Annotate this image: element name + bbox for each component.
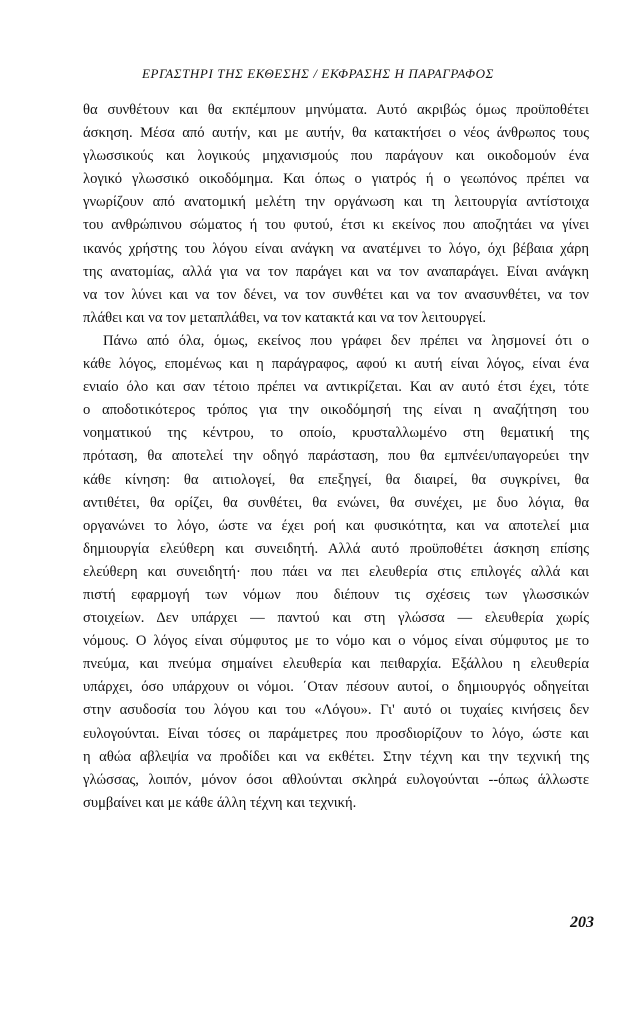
- body-text: [83, 99, 589, 815]
- paragraph-2: [83, 330, 589, 815]
- text-line: κάθε λόγος, επομένως και η παράγραφος, αφού κι αυτή είναι λόγος, είναι ένα: [83, 356, 589, 373]
- text-line: της ανατομίας, αλλά για να τον παράγει και να τον αναπαράγει. Είναι ανάγκη: [83, 263, 589, 280]
- text-line: άσκηση. Μέσα από αυτήν, και με αυτήν, θα κατακτήσει ο νέος άνθρωπος τους: [83, 125, 589, 142]
- text-line: συμβαίνει και με κάθε άλλη τέχνη και τεχνική.: [83, 794, 357, 811]
- text-line: ενιαίο όλο και σαν τέτοιο πρέπει να αντικρίζεται. Και αν αυτό έτσι έχει, τότε: [83, 379, 589, 396]
- paragraph-1: [83, 99, 589, 330]
- text-line: του ανθρώπινου σώματος ή του φυτού, έτσι κι εκείνος που αποζητάει να γίνει: [83, 217, 589, 234]
- text-line: ικανός χρήστης του λόγου είναι ανάγκη να ανατέμνει το λόγο, όχι βέβαια χάρη: [83, 240, 589, 257]
- text-line: ελεύθερη και συνειδητή· που πάει να πει ελευθερία στις επιλογές αλλά και: [83, 563, 589, 580]
- text-line: γλώσσας, λοιπόν, μόνον όσοι αθλούνται σκληρά ευλογούνται --όπως άλλωστε: [83, 771, 589, 788]
- text-line: λογικό γλωσσικό οικοδόμημα. Και όπως ο γιατρός ή ο γεωπόνος πρέπει να: [83, 171, 589, 188]
- text-line: πλάθει και να τον μεταπλάθει, να τον κατακτά και να τον λειτουργεί.: [83, 309, 487, 326]
- text-line: στοιχείων. Δεν υπάρχει — παντού και στη γλώσσα — ελευθερία χωρίς: [83, 610, 589, 627]
- text-line: ευλογούνται. Είναι τόσες οι παράμετρες που προσδιορίζουν το λόγο, ώστε και: [83, 725, 589, 742]
- text-line: γλωσσικούς και λογικούς μηχανισμούς που παράγουν και οικοδομούν ένα: [83, 148, 589, 165]
- page-number: 203: [570, 914, 594, 931]
- text-line: κάθε κίνηση: θα αιτιολογεί, θα επεξηγεί, θα διαιρεί, θα συγκρίνει, θα: [83, 471, 589, 488]
- text-line: νόμους. Ο λόγος είναι σύμφυτος με το νόμο και ο νόμος είναι σύμφυτος με το: [83, 633, 589, 650]
- text-line: θα συνθέτουν και θα εκπέμπουν μηνύματα. Αυτό ακριβώς όμως προϋποθέτει: [83, 102, 589, 118]
- text-line: η αθώα αβλεψία να προδίδει και να εκθέτει. Στην τέχνη και την τεχνική της: [83, 748, 589, 765]
- text-line: στην ασυδοσία του λόγου και του «Λόγου». Γι' αυτό οι τυχαίες κινήσεις δεν: [83, 702, 589, 719]
- text-line: πρόταση, θα αποτελεί την οδηγό παράσταση, που θα εμπνέει/υπαγορεύει την: [83, 448, 589, 465]
- text-line: νοηματικού της κέντρου, το οποίο, κρυσταλλωμένο στη θεματική της: [83, 425, 589, 442]
- text-line: ο αποδοτικότερος τρόπος για την οικοδόμησή της είναι η αναζήτηση του: [83, 402, 589, 419]
- running-header: ΕΡΓΑΣΤΗΡΙ ΤΗΣ ΕΚΘΕΣΗΣ / ΕΚΦΡΑΣΗΣ Η ΠΑΡΑΓΡΑΦΟΣ: [142, 66, 494, 81]
- text-line: πνεύμα, και πνεύμα σημαίνει ελευθερία και πειθαρχία. Εξάλλου η ελευθερία: [83, 656, 589, 673]
- text-line: γνωρίζουν από ανατομική μελέτη την οργάνωση και τη λειτουργία αντίστοιχα: [83, 194, 589, 211]
- text-line: δημιουργία ελεύθερη και συνειδητή. Αλλά αυτό προϋποθέτει άσκηση επίσης: [83, 540, 589, 557]
- text-line: οργανώνει το λόγο, ώστε να έχει ροή και φυσικότητα, και να αποτελεί μια: [83, 517, 589, 534]
- text-line: να τον λύνει και να τον δένει, να τον συνθέτει και να τον ανασυνθέτει, να τον: [83, 286, 589, 303]
- text-line: υπάρχει, όσο υπάρχουν οι νόμοι. ΄Οταν πέσουν αυτοί, ο δημιουργός οδηγείται: [83, 679, 589, 696]
- text-line: Πάνω από όλα, όμως, εκείνος που γράφει δεν πρέπει να λησμονεί ότι ο: [103, 332, 589, 349]
- text-line: πιστή εφαρμογή των νόμων που διέπουν τις σχέσεις των γλωσσικών: [83, 586, 589, 603]
- text-line: αντιθέτει, θα ορίζει, θα συνθέτει, θα ενώνει, θα συνέχει, με δυο λόγια, θα: [83, 494, 589, 511]
